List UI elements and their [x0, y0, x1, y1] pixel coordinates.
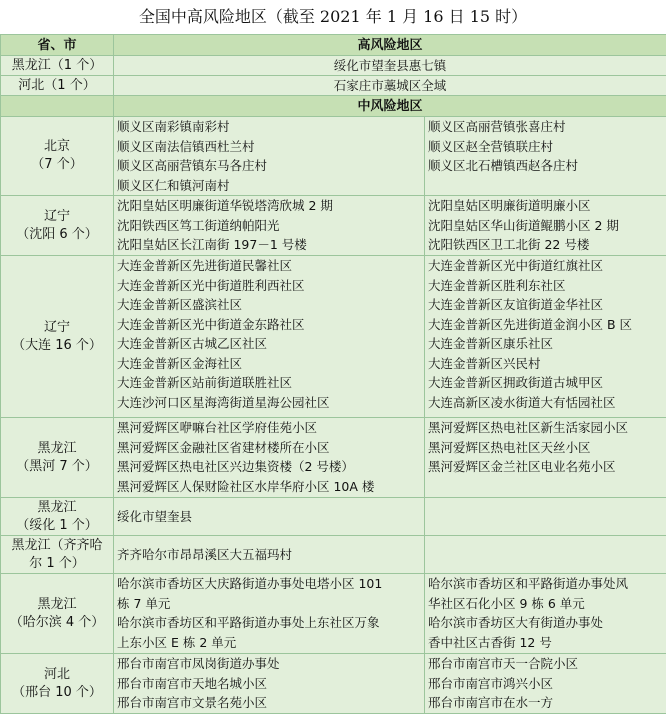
area-item: 黑河爱辉区金兰社区电业名苑小区	[428, 459, 616, 474]
area-list-right	[425, 117, 666, 196]
province-cell	[1, 574, 114, 654]
area-item: 沈阳铁西区卫工北街 22 号楼	[428, 237, 590, 252]
area-list-right	[425, 498, 666, 536]
area-list-left	[114, 256, 425, 418]
area-item: 邢台市南宫市鸿兴小区	[428, 675, 554, 691]
province-cell: 黑龙江（1 个）	[1, 56, 114, 76]
area-item: 哈尔滨市香坊区大有街道办事处	[428, 615, 604, 630]
province-cell	[1, 196, 114, 256]
area-item: 沈阳皇姑区明廉街道华锐塔湾欣城 2 期	[117, 198, 333, 213]
area-item: 大连金普新区先进街道金润小区 B 区	[428, 316, 633, 332]
province-label: （沈阳 6 个）	[16, 226, 98, 242]
area-list-left	[114, 536, 425, 574]
medium-risk-group-row	[1, 196, 666, 256]
province-label: 尔 1 个）	[29, 555, 85, 571]
area-list-left	[114, 196, 425, 256]
area-item: 香中社区古香街 12 号	[428, 634, 552, 650]
area-item: 顺义区仁和镇河南村	[117, 177, 230, 193]
area-item: 顺义区北石槽镇西赵各庄村	[428, 158, 579, 173]
province-label: 辽宁	[43, 208, 70, 224]
high-risk-area: 绥化市望奎县惠七镇	[114, 56, 666, 76]
province-cell	[1, 654, 114, 714]
area-item: 大连金普新区拥政街道古城甲区	[428, 375, 604, 390]
high-risk-area: 石家庄市藁城区全域	[114, 76, 666, 96]
province-label: 黑龙江	[37, 596, 77, 612]
area-item: 黑河爱辉区金融社区省建材楼所在小区	[117, 439, 330, 455]
area-item: 大连金普新区古城乙区社区	[117, 336, 268, 351]
area-item: 邢台市南宫市天一合院小区	[428, 656, 579, 671]
area-item: 大连高新区凌水街道大有恬园社区	[428, 394, 616, 410]
province-header: 省、市	[1, 35, 114, 56]
province-label: 黑龙江	[37, 440, 77, 456]
area-item: 顺义区高丽营镇东马各庄村	[117, 158, 268, 173]
province-cell: 河北（1 个）	[1, 76, 114, 96]
high-risk-row	[1, 76, 666, 96]
area-list-left	[114, 574, 425, 654]
area-item: 邢台市南宫市凤岗街道办事处	[117, 656, 280, 671]
medium-risk-group-row	[1, 536, 666, 574]
area-item: 大连金普新区先进街道民馨社区	[117, 258, 293, 273]
area-item: 大连沙河口区星海湾街道星海公园社区	[117, 394, 330, 410]
area-item: 大连金普新区友谊街道金华社区	[428, 297, 604, 312]
area-list-right	[425, 256, 666, 418]
area-item: 齐齐哈尔市昂昂溪区大五福玛村	[117, 546, 293, 562]
area-item: 哈尔滨市香坊区和平路街道办事处风	[428, 576, 629, 591]
area-item: 大连金普新区光中街道金东路社区	[117, 316, 305, 332]
province-label: （黑河 7 个）	[16, 458, 98, 474]
area-item: 黑河爱辉区热电社区新生活家园小区	[428, 420, 629, 435]
area-item: 大连金普新区光中街道红旗社区	[428, 258, 604, 273]
province-label: 北京	[43, 139, 70, 154]
province-label: （哈尔滨 4 个）	[9, 614, 105, 630]
area-item: 大连金普新区站前街道联胜社区	[117, 375, 293, 390]
band-empty-cell	[1, 96, 114, 117]
area-item: 顺义区南法信镇西杜兰村	[117, 138, 255, 154]
area-item: 邢台市南宫市在水一方	[428, 695, 554, 710]
area-item: 邢台市南宫市文景名苑小区	[117, 695, 268, 710]
area-item: 栋 7 单元	[117, 595, 171, 611]
area-item: 邢台市南宫市天地名城小区	[117, 675, 268, 691]
medium-risk-group-row	[1, 256, 666, 418]
province-label: 黑龙江	[37, 499, 77, 515]
area-list-left	[114, 498, 425, 536]
area-item: 大连金普新区兴民村	[428, 355, 541, 371]
medium-risk-group-row	[1, 498, 666, 536]
medium-risk-group-row	[1, 117, 666, 196]
province-label: 黑龙江（齐齐哈	[11, 537, 103, 553]
medium-risk-band-row	[1, 96, 666, 117]
medium-risk-group-row	[1, 654, 666, 714]
area-list-left	[114, 117, 425, 196]
area-item: 大连金普新区盛滨社区	[117, 297, 243, 312]
province-label: 河北	[43, 666, 70, 682]
area-item: 沈阳皇姑区明廉街道明廉小区	[428, 198, 591, 213]
province-cell	[1, 256, 114, 418]
area-list-right	[425, 196, 666, 256]
area-item: 黑河爱辉区人保财险社区水岸华府小区 10A 楼	[117, 478, 375, 494]
area-item: 上东小区 E 栋 2 单元	[117, 634, 237, 650]
area-item: 沈阳铁西区笃工街道纳帕阳光	[117, 217, 280, 233]
province-label: 辽宁	[43, 319, 70, 335]
area-item: 黑河爱辉区热电社区天丝小区	[428, 439, 591, 455]
province-label: （7 个）	[31, 157, 83, 172]
area-item: 顺义区南彩镇南彩村	[117, 119, 230, 134]
table-header-row	[1, 35, 666, 56]
area-item: 沈阳皇姑区长江南街 197－1 号楼	[117, 237, 307, 252]
medium-risk-group-row	[1, 574, 666, 654]
province-cell	[1, 498, 114, 536]
area-item: 大连金普新区金海社区	[117, 355, 243, 371]
area-list-right	[425, 574, 666, 654]
province-cell	[1, 418, 114, 498]
area-list-left	[114, 654, 425, 714]
area-item: 大连金普新区康乐社区	[428, 336, 554, 351]
area-item: 华社区石化小区 9 栋 6 单元	[428, 595, 585, 611]
province-label: （大连 16 个）	[12, 337, 102, 353]
area-item: 沈阳皇姑区华山街道鲲鹏小区 2 期	[428, 217, 619, 233]
province-cell	[1, 536, 114, 574]
area-item: 大连金普新区胜利东社区	[428, 277, 566, 293]
risk-table	[0, 34, 666, 714]
area-item: 大连金普新区光中街道胜利西社区	[117, 277, 305, 293]
province-cell	[1, 117, 114, 196]
medium-risk-group-row	[1, 418, 666, 498]
area-list-left	[114, 418, 425, 498]
area-list-right	[425, 536, 666, 574]
area-item: 顺义区赵全营镇联庄村	[428, 138, 554, 154]
page-title: 全国中高风险地区（截至 2021 年 1 月 16 日 15 时）	[0, 0, 666, 34]
province-label: （绥化 1 个）	[16, 517, 98, 533]
high-risk-row	[1, 56, 666, 76]
area-item: 黑河爱辉区热电社区兴边集资楼（2 号楼）	[117, 459, 354, 474]
area-item: 黑河爱辉区咿嘛台社区学府佳苑小区	[117, 420, 318, 435]
area-item: 绥化市望奎县	[117, 508, 193, 524]
area-item: 顺义区高丽营镇张喜庄村	[428, 119, 566, 134]
area-item: 哈尔滨市香坊区和平路街道办事处上东社区万象	[117, 615, 380, 630]
medium-risk-header: 中风险地区	[114, 96, 666, 117]
province-label: （邢台 10 个）	[12, 684, 102, 700]
area-item: 哈尔滨市香坊区大庆路街道办事处电塔小区 101	[117, 576, 383, 591]
area-list-right	[425, 418, 666, 498]
area-list-right	[425, 654, 666, 714]
high-risk-header: 高风险地区	[114, 35, 666, 56]
